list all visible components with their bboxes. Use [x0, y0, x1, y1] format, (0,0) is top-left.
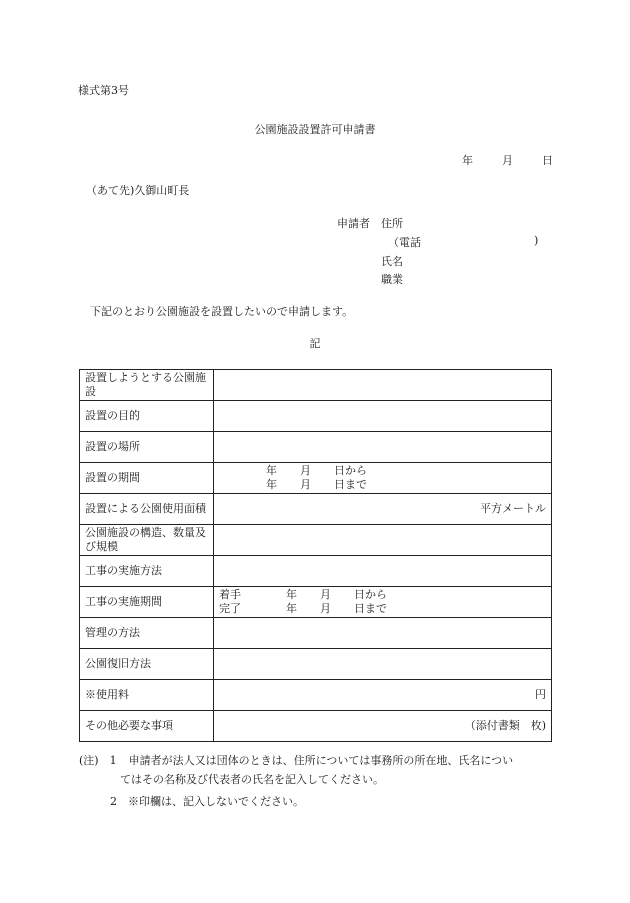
- row-label-construction-method: 工事の実施方法: [80, 556, 214, 587]
- document-title: 公園施設設置許可申請書: [254, 123, 376, 136]
- table-row: [80, 494, 552, 525]
- note-2: 2 ※印欄は、記入しないでください。: [110, 795, 304, 808]
- construction-start-month: 月: [320, 588, 331, 601]
- period-from-year: 年: [266, 464, 277, 477]
- table-row: [80, 680, 552, 711]
- applicant-phone-label: （電話: [388, 236, 421, 249]
- construction-end-month: 月: [320, 602, 331, 615]
- period-from-day: 日から: [334, 464, 367, 477]
- date-day: 日: [542, 154, 553, 167]
- row-label-management: 管理の方法: [80, 618, 214, 649]
- table-row: [80, 587, 552, 618]
- table-row: [80, 401, 552, 432]
- note-1-continuation: てはその名称及び代表者の氏名を記入してください。: [120, 773, 384, 786]
- row-label-period: 設置の期間: [80, 463, 214, 494]
- applicant-name-label: 氏名: [381, 255, 403, 268]
- table-row: [80, 463, 552, 494]
- period-to-year: 年: [266, 478, 277, 491]
- construction-end-year: 年: [286, 602, 297, 615]
- area-unit: 平方メートル: [480, 502, 546, 515]
- restoration-field[interactable]: [214, 649, 552, 680]
- table-row: [80, 618, 552, 649]
- request-statement: 下記のとおり公園施設を設置したいので申請します。: [90, 305, 354, 318]
- fee-field[interactable]: [214, 680, 552, 711]
- row-label-other: その他必要な事項: [80, 711, 214, 742]
- applicant-phone-close: ): [534, 234, 539, 247]
- applicant-address-label: 住所: [381, 217, 403, 230]
- row-label-facility: 設置しようとする公園施設: [80, 370, 214, 401]
- date-month: 月: [502, 154, 513, 167]
- applicant-occupation-label: 職業: [381, 273, 403, 286]
- construction-method-field[interactable]: [214, 556, 552, 587]
- row-label-structure: 公園施設の構造、数量及び規模: [80, 525, 214, 556]
- construction-end-day: 日まで: [354, 602, 387, 615]
- table-row: [80, 649, 552, 680]
- structure-field[interactable]: [214, 525, 552, 556]
- construction-start-year: 年: [286, 588, 297, 601]
- period-from-month: 月: [300, 464, 311, 477]
- table-row: [80, 711, 552, 742]
- row-label-construction-period: 工事の実施期間: [80, 587, 214, 618]
- row-label-fee: ※使用料: [80, 680, 214, 711]
- purpose-field[interactable]: [214, 401, 552, 432]
- note-1-prefix: (注) 1: [79, 754, 117, 767]
- table-row: [80, 370, 552, 401]
- construction-period-field[interactable]: [214, 587, 552, 618]
- construction-start-label: 着手: [219, 588, 241, 601]
- application-items-table: [79, 369, 552, 742]
- construction-end-label: 完了: [219, 602, 241, 615]
- period-to-day: 日まで: [334, 478, 367, 491]
- table-row: [80, 525, 552, 556]
- attachment-count: （添付書類 枚): [464, 719, 546, 732]
- applicant-label: 申請者: [337, 217, 370, 230]
- other-field[interactable]: [214, 711, 552, 742]
- location-field[interactable]: [214, 432, 552, 463]
- table-row: [80, 556, 552, 587]
- period-field[interactable]: [214, 463, 552, 494]
- form-number: 様式第3号: [78, 84, 129, 97]
- date-year: 年: [462, 154, 473, 167]
- date-line: [462, 152, 553, 168]
- area-field[interactable]: [214, 494, 552, 525]
- construction-start-day: 日から: [354, 588, 387, 601]
- row-label-location: 設置の場所: [80, 432, 214, 463]
- fee-unit: 円: [535, 688, 546, 701]
- note-1: [79, 752, 513, 768]
- row-label-purpose: 設置の目的: [80, 401, 214, 432]
- ki-heading: 記: [309, 337, 321, 350]
- period-to-month: 月: [300, 478, 311, 491]
- facility-field[interactable]: [214, 370, 552, 401]
- row-label-restoration: 公園復旧方法: [80, 649, 214, 680]
- note-1-text: 申請者が法人又は団体のときは、住所については事務所の所在地、氏名につい: [128, 754, 514, 767]
- management-field[interactable]: [214, 618, 552, 649]
- table-row: [80, 432, 552, 463]
- addressee: （あて先)久御山町長: [86, 184, 190, 197]
- row-label-area: 設置による公園使用面積: [80, 494, 214, 525]
